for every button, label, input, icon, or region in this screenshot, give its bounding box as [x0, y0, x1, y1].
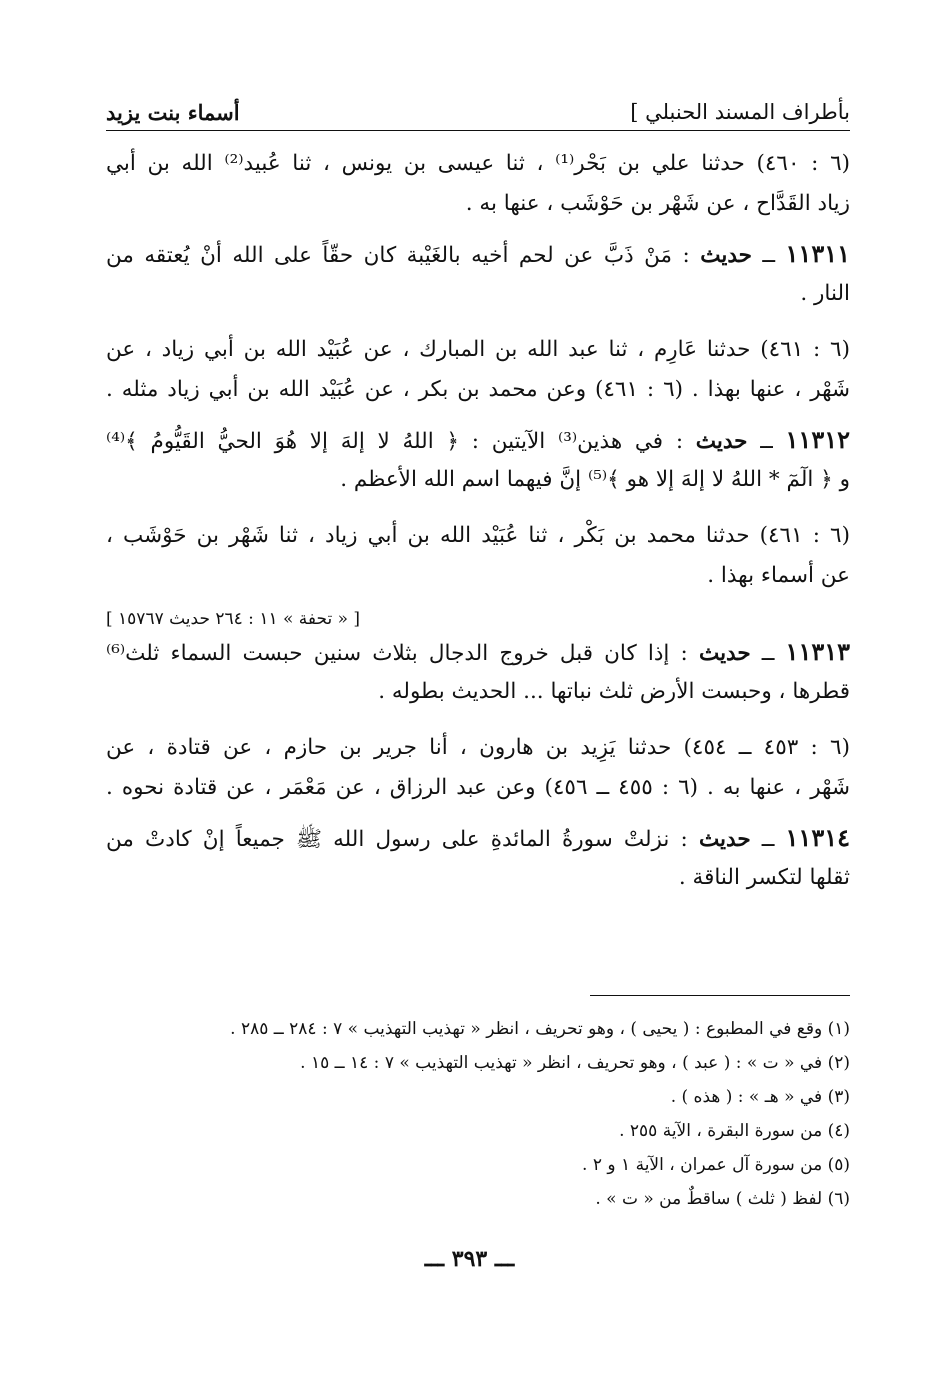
isnad-line: عن أسماء بهذا . — [707, 563, 850, 588]
hadith-line: قطرها ، وحبست الأرض ثلث نباتها ... الحديث بطوله . — [378, 679, 850, 704]
hadith-label: حديث — [698, 827, 751, 852]
isnad-line: (٦ : ٤٥٣ ــ ٤٥٤) حدثنا يَزِيد بن هارون ، أنا جرير بن حازم ، عن قتادة ، عن — [106, 735, 850, 760]
hadith-line: و ﴿ الٓمٓ * اللهُ لا إلهَ إلا هو ﴾⁽⁵⁾ إنَّ فيهما اسم الله الأعظم . — [340, 467, 850, 492]
isnad-line: شَهْر ، عنها بهذا . (٦ : ٤٦١) وعن محمد بن بكر ، عن عُبَيْد الله بن أبي زياد مثله . — [106, 377, 850, 402]
footnote: (١) وقع في المطبوع : ( يحيى ) ، وهو تحريف ، انظر « تهذيب التهذيب » ٧ : ٢٨٤ ــ ٢٨٥ . — [230, 1019, 850, 1039]
hadith-text: : نزلتْ سورةُ المائدةِ على رسول الله ﷺ جميعاً إنْ كادتْ من — [106, 827, 688, 852]
hadith-number: ١١٣١٤ — [785, 823, 850, 852]
running-header — [106, 100, 850, 131]
isnad-line: (٦ : ٤٦١) حدثنا عَارِم ، ثنا عبد الله بن المبارك ، عن عُبَيْد الله بن أبي زياد ، عن — [106, 337, 850, 362]
hadith-line: ١١٣١٢ ــ حديث : في هذين⁽³⁾ الآيتين : ﴿ اللهُ لا إلهَ إلا هُوَ الحيُّ القَيُّومُ ﴾⁽⁴⁾ — [106, 425, 850, 454]
main-text — [106, 144, 850, 898]
isnad-line: زياد القَدَّاح ، عن شَهْر بن حَوْشَب ، عنها به . — [465, 191, 850, 216]
page-number: ـــ ٣٩٣ ـــ — [424, 1246, 515, 1272]
isnad-line: شَهْر ، عنها به . (٦ : ٤٥٥ ــ ٤٥٦) وعن عبد الرزاق ، عن مَعْمَر ، عن قتادة نحوه . — [106, 775, 850, 800]
footnote: (٣) في « هـ » : ( هذه ) . — [670, 1087, 850, 1107]
hadith-line: ١١٣١٤ ــ حديث : نزلتْ سورةُ المائدةِ على رسول الله ﷺ جميعاً إنْ كادتْ من — [106, 823, 850, 852]
hadith-label: حديث — [698, 641, 751, 666]
hadith-line: النار . — [800, 281, 850, 306]
isnad-line: (٦ : ٤٦١) حدثنا محمد بن بَكْر ، ثنا عُبَيْد الله بن أبي زياد ، ثنا شَهْر بن حَوْشَب ، — [106, 523, 850, 548]
footnote: (٢) في « ت » : ( عبد ) ، وهو تحريف ، انظر « تهذيب التهذيب » ٧ : ١٤ ــ ١٥ . — [300, 1053, 850, 1073]
hadith-label: حديث — [700, 243, 752, 268]
hadith-label: حديث — [695, 429, 748, 454]
hadith-number: ١١٣١٣ — [785, 637, 850, 666]
hadith-line: ١١٣١٣ ــ حديث : إذا كان قبل خروج الدجال بثلاث سنين حبست السماء ثلث⁽⁶⁾ — [106, 637, 850, 666]
header-book-title: بأطراف المسند الحنبلي ] — [630, 100, 850, 124]
isnad-line: (٦ : ٤٦٠) حدثنا علي بن بَحْر⁽¹⁾ ، ثنا عيسى بن يونس ، ثنا عُبيد⁽²⁾ الله بن أبي — [106, 151, 850, 176]
header-section-title: أسماء بنت يزيد — [106, 100, 240, 125]
footnote: (٥) من سورة آل عمران ، الآية ١ و ٢ . — [582, 1155, 850, 1175]
hadith-number: ١١٣١٢ — [785, 425, 850, 454]
hadith-text: : مَنْ ذَبَّ عن لحم أخيه بالغَيْبة كان حقّاً على الله أنْ يُعتقه من — [106, 243, 690, 268]
hadith-text: : إذا كان قبل خروج الدجال بثلاث سنين حبست السماء ثلث⁽⁶⁾ — [106, 641, 688, 666]
hadith-text: : في هذين⁽³⁾ الآيتين : ﴿ اللهُ لا إلهَ إلا هُوَ الحيُّ القَيُّومُ ﴾⁽⁴⁾ — [106, 429, 684, 454]
hadith-number: ١١٣١١ — [785, 239, 850, 268]
footnote: (٤) من سورة البقرة ، الآية ٢٥٥ . — [619, 1121, 850, 1141]
footnote: (٦) لفظ ( ثلث ) ساقطٌ من « ت » . — [595, 1189, 850, 1209]
hadith-line: ١١٣١١ ــ حديث : مَنْ ذَبَّ عن لحم أخيه بالغَيْبة كان حقّاً على الله أنْ يُعتقه من — [106, 239, 850, 268]
footnote-divider — [590, 995, 850, 996]
footnotes — [130, 1012, 850, 1216]
tuhfa-reference: [ « تحفة » ١١ : ٢٦٤ حديث ١٥٧٦٧ ] — [106, 609, 361, 629]
hadith-line: ثقلها لتكسر الناقة . — [678, 865, 850, 890]
